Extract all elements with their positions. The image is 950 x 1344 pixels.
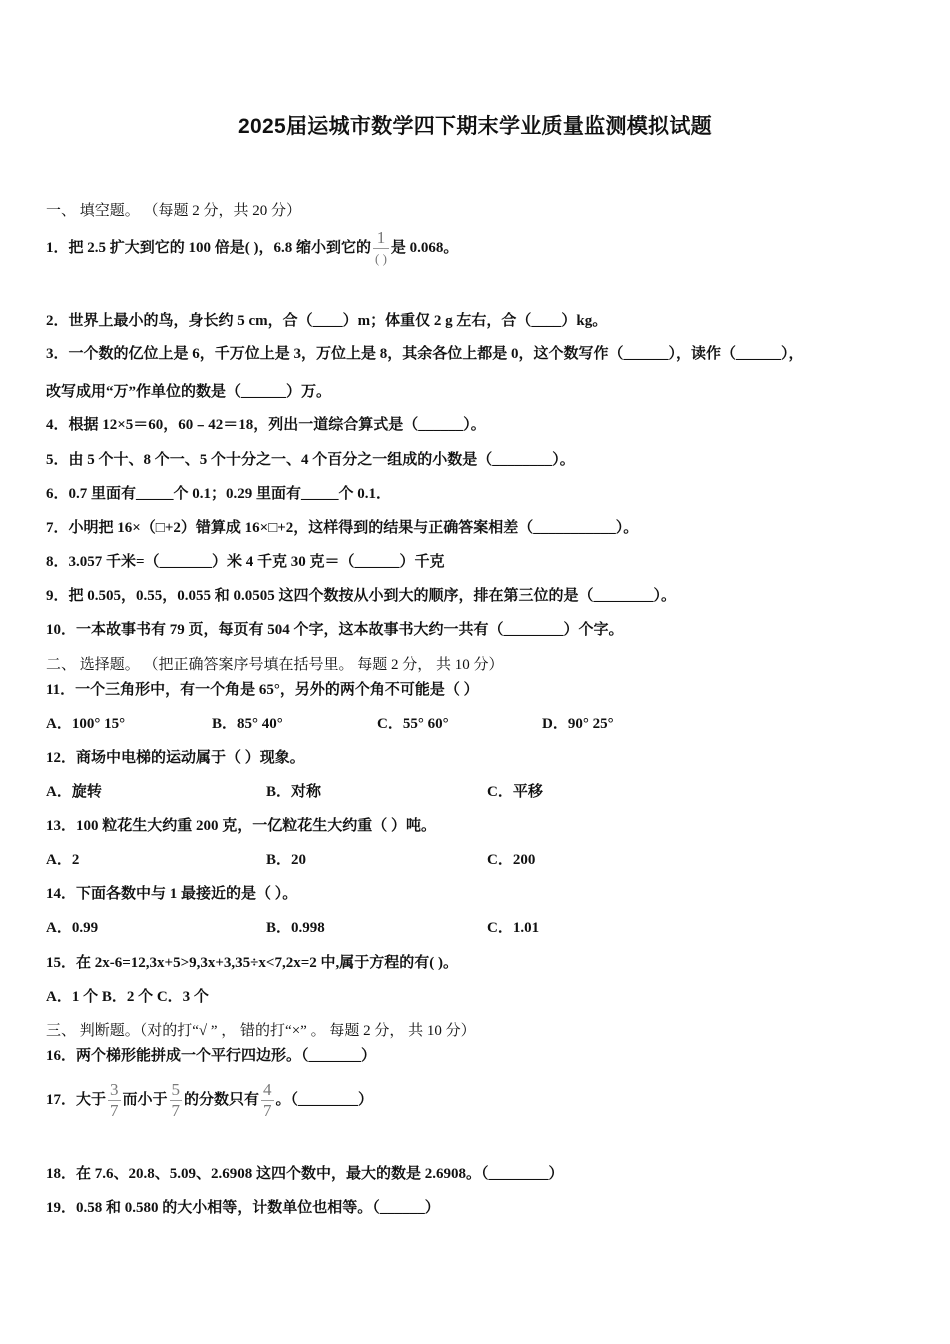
question-14: 14．下面各数中与 1 最接近的是（ ）。 [46, 886, 298, 902]
fraction-denominator: 7 [171, 1101, 181, 1120]
fraction-denominator: ( ) [375, 251, 387, 266]
question-14-options [0, 918, 950, 938]
question-11: 11．一个三角形中，有一个角是 65°，另外的两个角不可能是（ ） [46, 682, 479, 698]
page-title: 2025届运城市数学四下期末学业质量监测模拟试题 [238, 115, 712, 138]
question-6: 6．0.7 里面有_____个 0.1；0.29 里面有_____个 0.1． [46, 486, 392, 502]
fraction-4-7 [261, 1080, 274, 1121]
question-5: 5．由 5 个十、8 个一、5 个十分之一、4 个百分之一组成的小数是（________）。 [46, 452, 575, 468]
question-13-options [0, 850, 950, 870]
question-11-options [0, 714, 950, 734]
question-8: 8．3.057 千米=（_______）米 4 千克 30 克＝（______）千克 [46, 554, 445, 570]
option-a: A．旋转 [46, 784, 102, 800]
fraction-numerator: 1 [376, 228, 386, 247]
question-18: 18．在 7.6、20.8、5.09、2.6908 这四个数中，最大的数是 2.6908。（________） [46, 1166, 564, 1182]
section-header-judgement: 三、 判断题。（对的打“√ ” ， 错的打“×” 。 每题 2 分， 共 10 分） [46, 1023, 476, 1039]
option-b: B．85° 40° [212, 716, 283, 732]
question-13: 13．100 粒花生大约重 200 克，一亿粒花生大约重（ ）吨。 [46, 818, 437, 834]
question-12-options [0, 782, 950, 802]
question-17-text-b: 而小于 [122, 1091, 168, 1108]
fraction-numerator: 5 [171, 1080, 181, 1099]
question-9: 9．把 0.505，0.55，0.055 和 0.0505 这四个数按从小到大的顺序，排在第三位的是（________）。 [46, 588, 677, 604]
option-b: B．对称 [266, 784, 322, 800]
question-17-text-a: 17．大于 [46, 1091, 107, 1108]
fraction-5-7 [170, 1080, 183, 1121]
fraction-denominator: 7 [110, 1101, 119, 1120]
question-15: 15．在 2x-6=12,3x+5>9,3x+3,35÷x<7,2x=2 中,属于方程的有( )。 [46, 955, 459, 971]
question-17-text-d: 。（________） [275, 1091, 374, 1108]
option-a: A．0.99 [46, 920, 99, 936]
option-a: A．2 [46, 852, 80, 868]
option-c: C．1.01 [487, 920, 540, 936]
question-7: 7．小明把 16×（□+2）错算成 16×□+2，这样得到的结果与正确答案相差（___________）。 [46, 520, 639, 536]
option-c: C．平移 [487, 784, 543, 800]
fraction-denominator: 7 [263, 1101, 272, 1120]
option-c: C．55° 60° [377, 716, 449, 732]
question-15-options: A．1 个 B．2 个 C．3 个 [46, 989, 209, 1005]
option-a: A．100° 15° [46, 716, 126, 732]
question-17-text-c: 的分数只有 [184, 1091, 260, 1108]
question-3-line-1: 3．一个数的亿位上是 6，千万位上是 3，万位上是 8，其余各位上都是 0，这个数写作（______），读作（______）， [46, 346, 804, 362]
question-16: 16．两个梯形能拼成一个平行四边形。（_______） [46, 1048, 377, 1064]
fraction-numerator: 4 [263, 1080, 272, 1099]
question-10: 10．一本故事书有 79 页，每页有 504 个字，这本故事书大约一共有（________）个字。 [46, 622, 624, 638]
option-c: C．200 [487, 852, 536, 868]
option-d: D．90° 25° [542, 716, 614, 732]
section-header-choice: 二、 选择题。 （把正确答案序号填在括号里。 每题 2 分， 共 10 分） [46, 657, 504, 673]
question-19: 19．0.58 和 0.580 的大小相等，计数单位也相等。（______） [46, 1200, 440, 1216]
option-b: B．20 [266, 852, 307, 868]
fraction-3-7 [108, 1080, 121, 1121]
question-17 [46, 1080, 373, 1121]
section-header-fill-blank: 一、 填空题。 （每题 2 分，共 20 分） [46, 203, 302, 219]
question-1-fraction [373, 228, 389, 269]
question-1 [46, 228, 458, 269]
question-1-text-b: 是 0.068。 [390, 239, 459, 256]
question-3-line-2: 改写成用“万”作单位的数是（______）万。 [46, 384, 332, 400]
fraction-numerator: 3 [110, 1080, 119, 1099]
question-4: 4．根据 12×5＝60，60﹣42＝18，列出一道综合算式是（______）。 [46, 417, 486, 433]
option-b: B．0.998 [266, 920, 325, 936]
question-1-text-a: 1．把 2.5 扩大到它的 100 倍是( )，6.8 缩小到它的 [46, 239, 371, 256]
question-12: 12．商场中电梯的运动属于（ ）现象。 [46, 750, 305, 766]
question-2: 2．世界上最小的鸟，身长约 5 cm，合（____）m；体重仅 2 g 左右，合（____）kg。 [46, 313, 608, 329]
